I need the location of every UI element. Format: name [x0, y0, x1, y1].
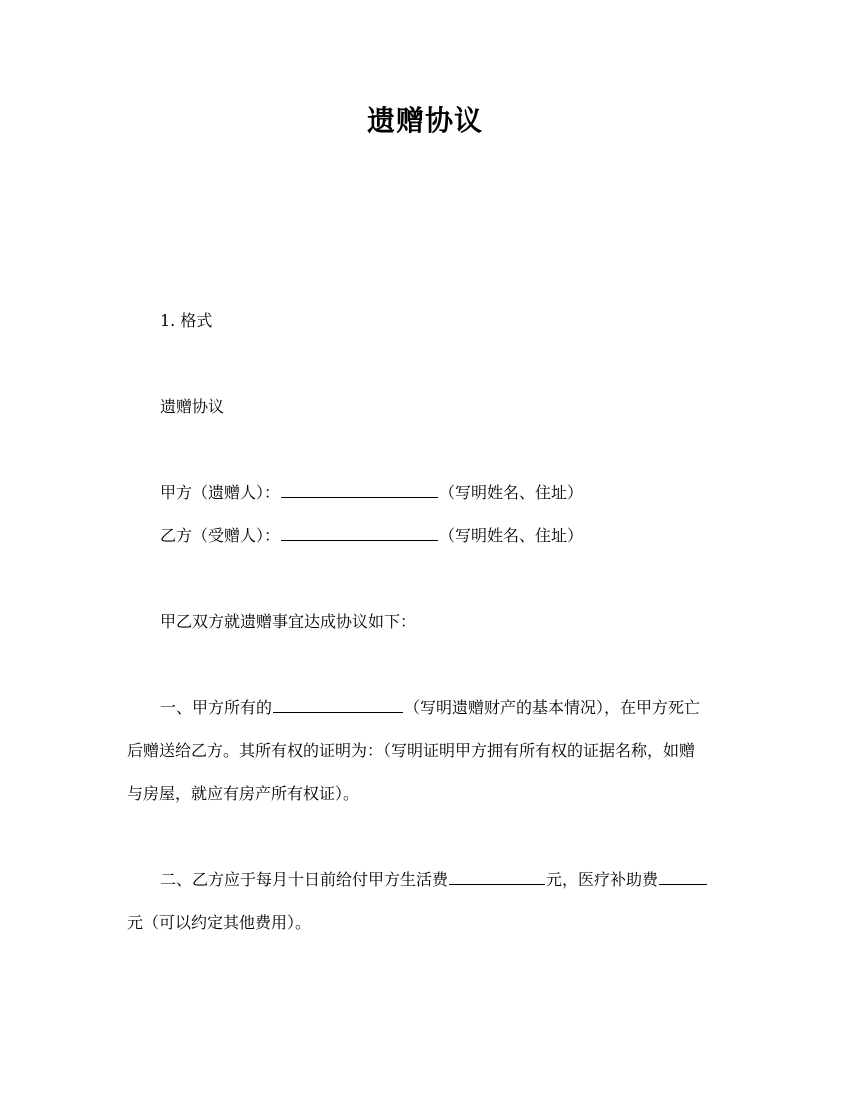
party-b-blank[interactable]: [281, 523, 438, 541]
intro-paragraph: 甲乙双方就遗赠事宜达成协议如下：: [160, 612, 417, 631]
clause1-text-before: 一、甲方所有的: [160, 698, 273, 717]
document-title: 遗赠协议: [366, 104, 483, 137]
clause2-line2: 元（可以约定其他费用）。: [127, 913, 312, 932]
clause1-text-after: （写明遗赠财产的基本情况），在甲方死亡: [404, 698, 701, 717]
party-b-line: [160, 523, 583, 549]
section-label: 1. 格式: [160, 311, 213, 330]
clause2-line1: [160, 867, 708, 893]
clause1-line2: 后赠送给乙方。其所有权的证明为：（写明证明甲方拥有所有权的证据名称，如赠: [127, 741, 696, 760]
party-a-line: [160, 480, 583, 506]
clause2-text-before: 二、乙方应于每月十日前给付甲方生活费: [160, 870, 449, 889]
party-a-note: （写明姓名、住址）: [439, 483, 584, 502]
party-a-blank[interactable]: [281, 480, 438, 498]
clause1-line1: [160, 695, 700, 721]
party-b-note: （写明姓名、住址）: [439, 526, 584, 545]
document-subtitle: 遗赠协议: [160, 397, 225, 416]
living-expense-blank[interactable]: [449, 867, 545, 885]
clause1-property-blank[interactable]: [273, 695, 403, 713]
clause1-line3: 与房屋，就应有房产所有权证）。: [127, 784, 360, 803]
party-b-label: 乙方（受赠人）：: [160, 526, 281, 545]
medical-subsidy-blank[interactable]: [659, 867, 707, 885]
party-a-label: 甲方（遗赠人）：: [160, 483, 281, 502]
clause2-text-middle: 元，医疗补助费: [546, 870, 659, 889]
